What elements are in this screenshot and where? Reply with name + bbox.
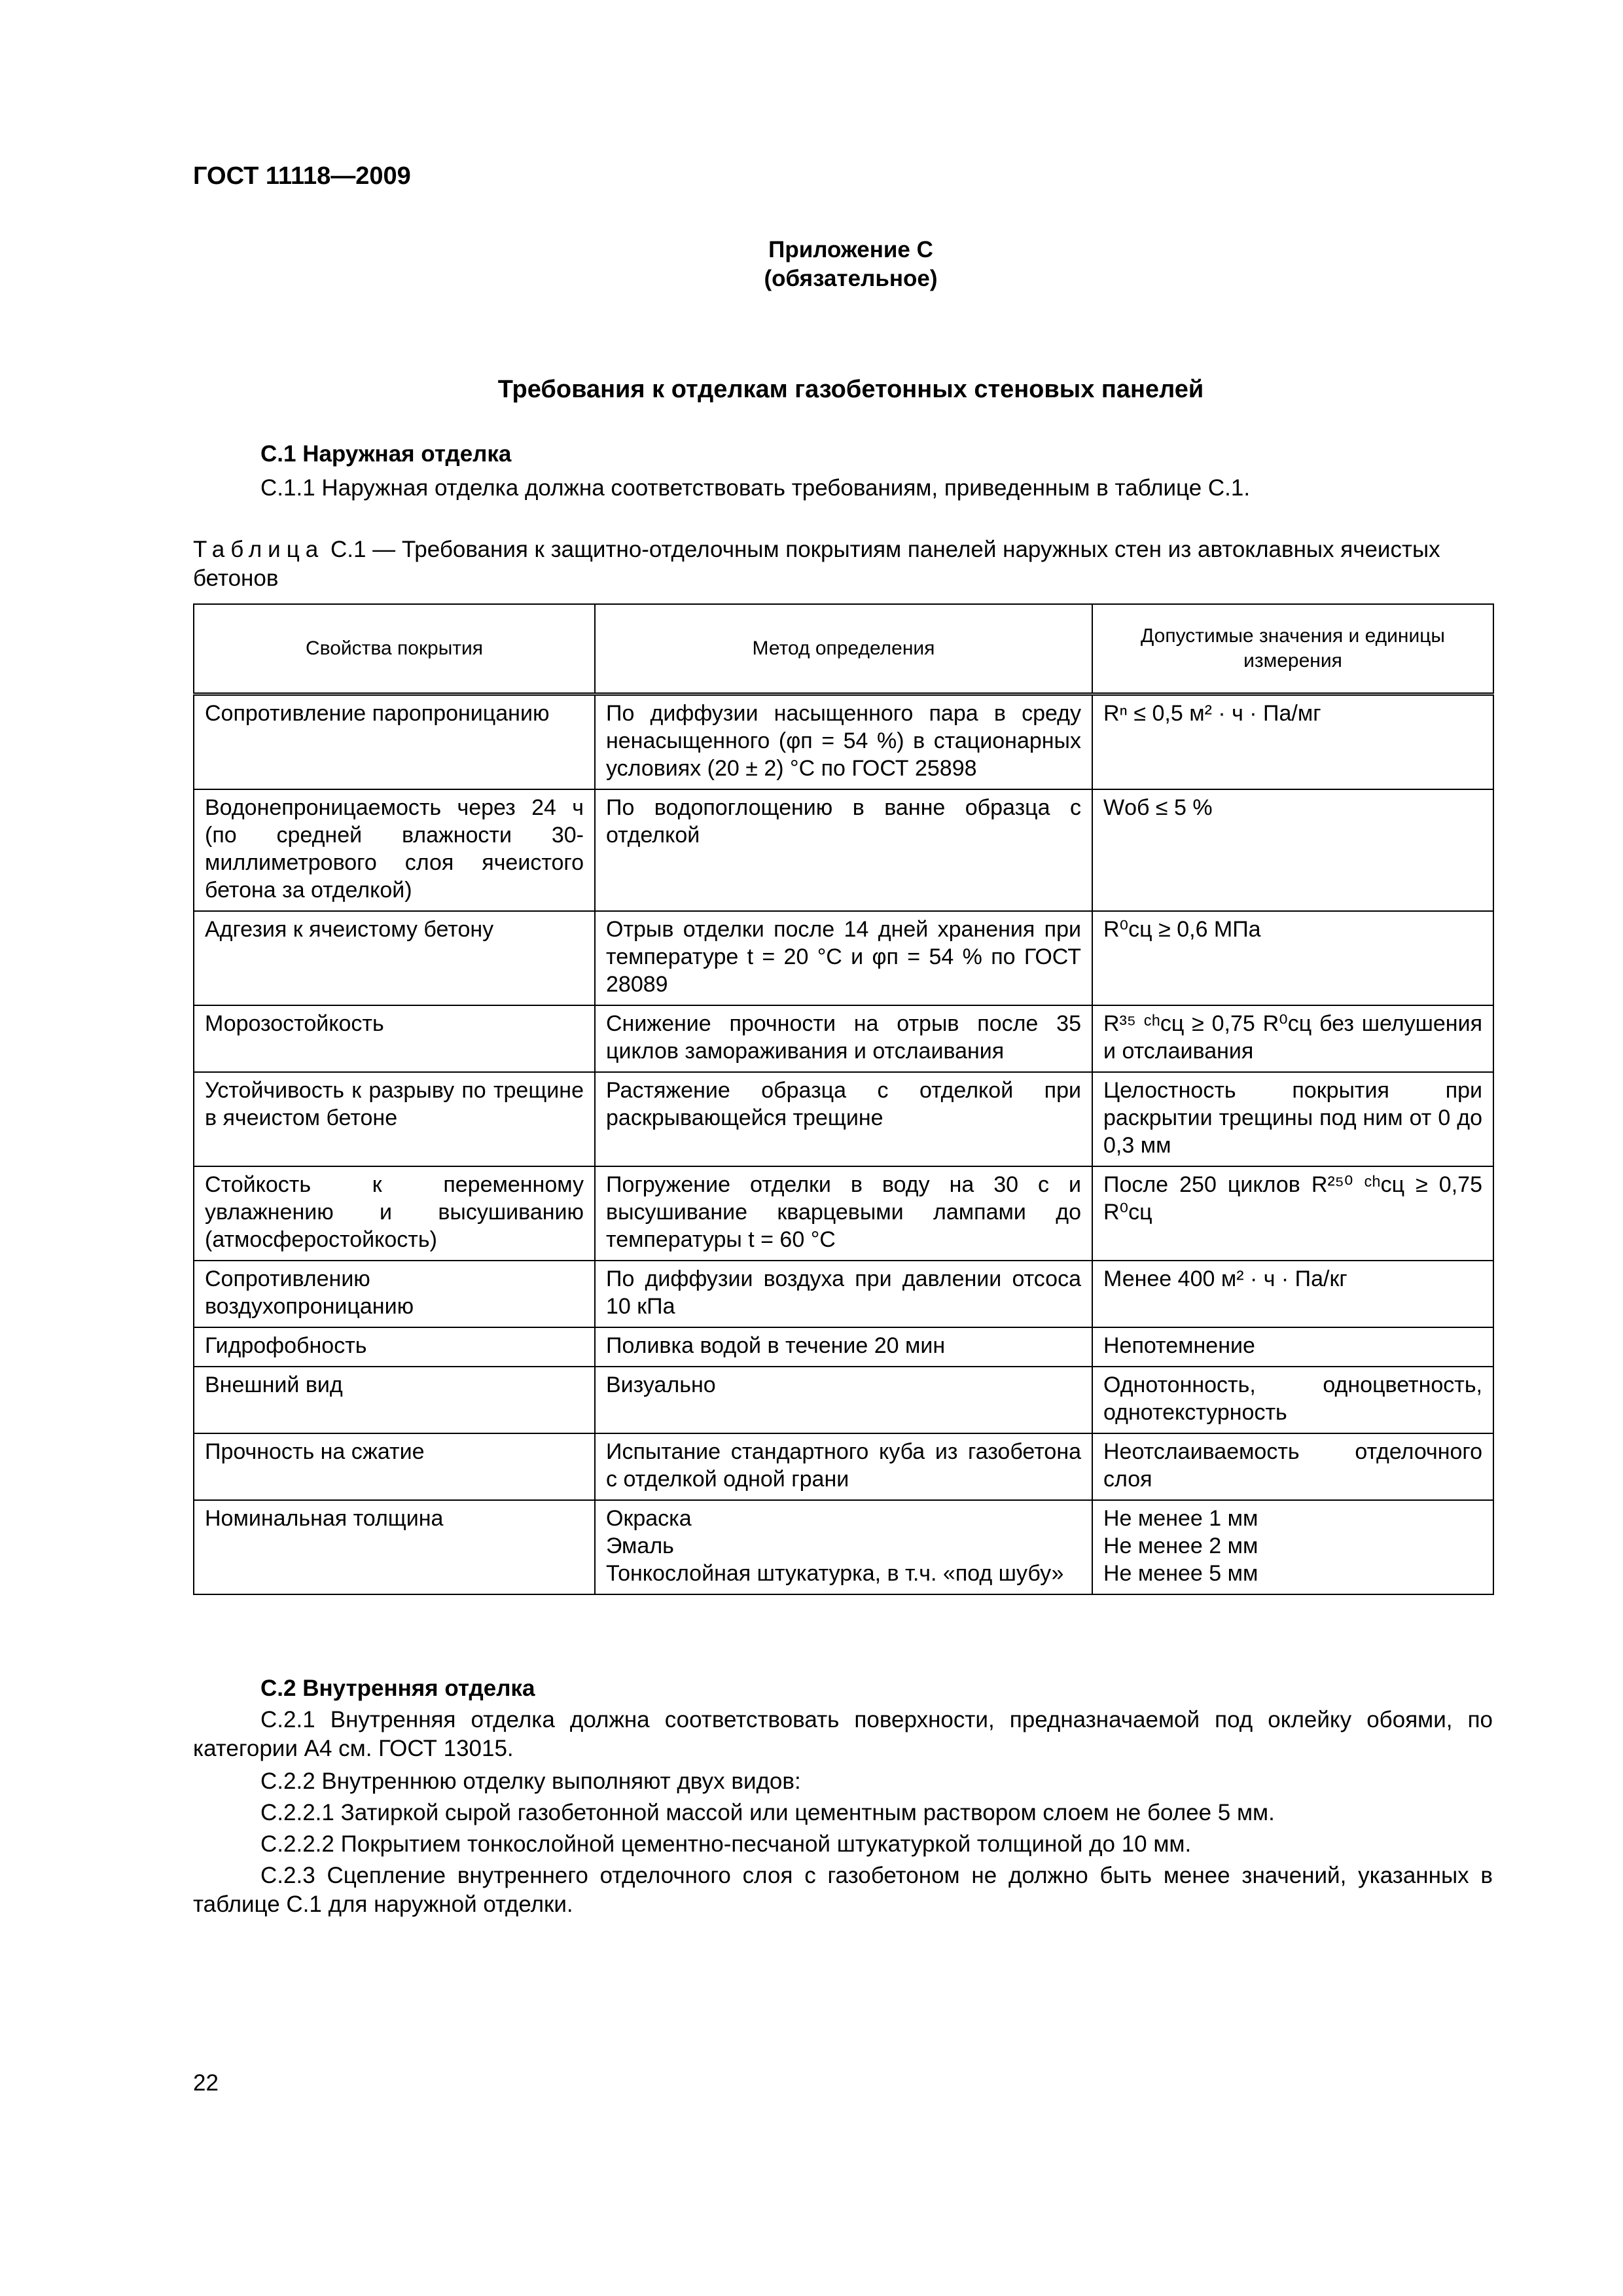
value-cell: Однотонность, одноцветность, однотекстурность <box>1092 1367 1493 1433</box>
table-row <box>194 1261 1493 1327</box>
table-caption-label: Таблица <box>193 537 325 562</box>
header-cell-method: Метод определения <box>595 604 1092 694</box>
table-row <box>194 694 1493 790</box>
method-cell: Визуально <box>595 1367 1092 1433</box>
table-row <box>194 1072 1493 1166</box>
property-cell: Сопротивление паропроницанию <box>194 694 595 790</box>
header-cell-values: Допустимые значения и единицы измерения <box>1092 604 1493 694</box>
property-cell: Гидрофобность <box>194 1327 595 1367</box>
value-cell: Менее 400 м² · ч · Па/кг <box>1092 1261 1493 1327</box>
method-cell: Погружение отделки в воду на 30 с и высушивание кварцевыми лампами до температуры t = 60 °С <box>595 1166 1092 1261</box>
document-header: ГОСТ 11118—2009 <box>193 162 411 190</box>
method-cell: Испытание стандартного куба из газобетона с отделкой одной грани <box>595 1433 1092 1500</box>
section-c1-paragraph: С.1.1 Наружная отделка должна соответствовать требованиям, приведенным в таблице С.1. <box>260 475 1251 501</box>
property-cell: Прочность на сжатие <box>194 1433 595 1500</box>
method-cell: Поливка водой в течение 20 мин <box>595 1327 1092 1367</box>
value-cell: Не менее 1 мм Не менее 2 мм Не менее 5 мм <box>1092 1500 1493 1594</box>
table-row <box>194 1327 1493 1367</box>
section-c1-heading: С.1 Наружная отделка <box>260 441 512 467</box>
property-cell: Номинальная толщина <box>194 1500 595 1594</box>
table-row <box>194 789 1493 911</box>
property-cell: Стойкость к переменному увлажнению и высушиванию (атмосферостойкость) <box>194 1166 595 1261</box>
table-row <box>194 911 1493 1005</box>
value-cell: Rⁿ ≤ 0,5 м² · ч · Па/мг <box>1092 694 1493 790</box>
table-row <box>194 1005 1493 1072</box>
section-c2-paragraph-5: С.2.3 Сцепление внутреннего отделочного слоя с газобетоном не должно быть менее значений, указанных в таблице С.1 для наружной отделки. <box>193 1863 1493 1917</box>
property-cell: Сопротивлению воздухопроницанию <box>194 1261 595 1327</box>
main-title: Требования к отделкам газобетонных стеновых панелей <box>497 376 1204 403</box>
section-c2-heading: С.2 Внутренняя отделка <box>260 1676 535 1701</box>
method-cell: Снижение прочности на отрыв после 35 циклов замораживания и отслаивания <box>595 1005 1092 1072</box>
value-cell: Неотслаиваемость отделочного слоя <box>1092 1433 1493 1500</box>
appendix-status: (обязательное) <box>764 266 938 291</box>
property-cell: Адгезия к ячеистому бетону <box>194 911 595 1005</box>
table-row <box>194 1367 1493 1433</box>
requirements-table <box>193 603 1494 1595</box>
value-cell: R³⁵ ᶜʰсц ≥ 0,75 R⁰сц без шелушения и отслаивания <box>1092 1005 1493 1072</box>
method-cell: По водопоглощению в ванне образца с отделкой <box>595 789 1092 911</box>
value-cell: После 250 циклов R²⁵⁰ ᶜʰсц ≥ 0,75 R⁰сц <box>1092 1166 1493 1261</box>
page-number: 22 <box>193 2070 219 2096</box>
table-caption-text: С.1 — Требования к защитно-отделочным покрытиям панелей наружных стен из автоклавных ячеистых бетонов <box>193 537 1440 591</box>
method-cell: По диффузии насыщенного пара в среду ненасыщенного (φп = 54 %) в стационарных условиях (20 ± 2) °С по ГОСТ 25898 <box>595 694 1092 790</box>
property-cell: Внешний вид <box>194 1367 595 1433</box>
method-cell: Окраска Эмаль Тонкослойная штукатурка, в т.ч. «под шубу» <box>595 1500 1092 1594</box>
section-c2-paragraph-4: С.2.2.2 Покрытием тонкослойной цементно-песчаной штукатуркой толщиной до 10 мм. <box>260 1831 1192 1857</box>
table-caption <box>193 535 1508 593</box>
value-cell: Целостность покрытия при раскрытии трещины под ним от 0 до 0,3 мм <box>1092 1072 1493 1166</box>
value-cell: Wоб ≤ 5 % <box>1092 789 1493 911</box>
property-cell: Водонепроницаемость через 24 ч (по средней влажности 30-миллиметрового слоя ячеистого бетона за отделкой) <box>194 789 595 911</box>
section-c2-paragraph-1: С.2.1 Внутренняя отделка должна соответствовать поверхности, предназначаемой под оклейку обоями, по категории А4 см. ГОСТ 13015. <box>193 1707 1493 1761</box>
method-cell: Отрыв отделки после 14 дней хранения при температуре t = 20 °С и φп = 54 % по ГОСТ 28089 <box>595 911 1092 1005</box>
table-row <box>194 1500 1493 1594</box>
value-cell: Непотемнение <box>1092 1327 1493 1367</box>
section-c2-paragraph-2: С.2.2 Внутреннюю отделку выполняют двух видов: <box>260 1768 801 1794</box>
property-cell: Устойчивость к разрыву по трещине в ячеистом бетоне <box>194 1072 595 1166</box>
property-cell: Морозостойкость <box>194 1005 595 1072</box>
method-cell: По диффузии воздуха при давлении отсоса 10 кПа <box>595 1261 1092 1327</box>
table-row <box>194 1166 1493 1261</box>
value-cell: R⁰сц ≥ 0,6 МПа <box>1092 911 1493 1005</box>
appendix-title: Приложение С <box>768 237 933 262</box>
section-c2-paragraph-3: С.2.2.1 Затиркой сырой газобетонной массой или цементным раствором слоем не более 5 мм. <box>260 1800 1275 1825</box>
table-row <box>194 1433 1493 1500</box>
method-cell: Растяжение образца с отделкой при раскрывающейся трещине <box>595 1072 1092 1166</box>
header-cell-property: Свойства покрытия <box>194 604 595 694</box>
table-header-row <box>194 604 1493 694</box>
